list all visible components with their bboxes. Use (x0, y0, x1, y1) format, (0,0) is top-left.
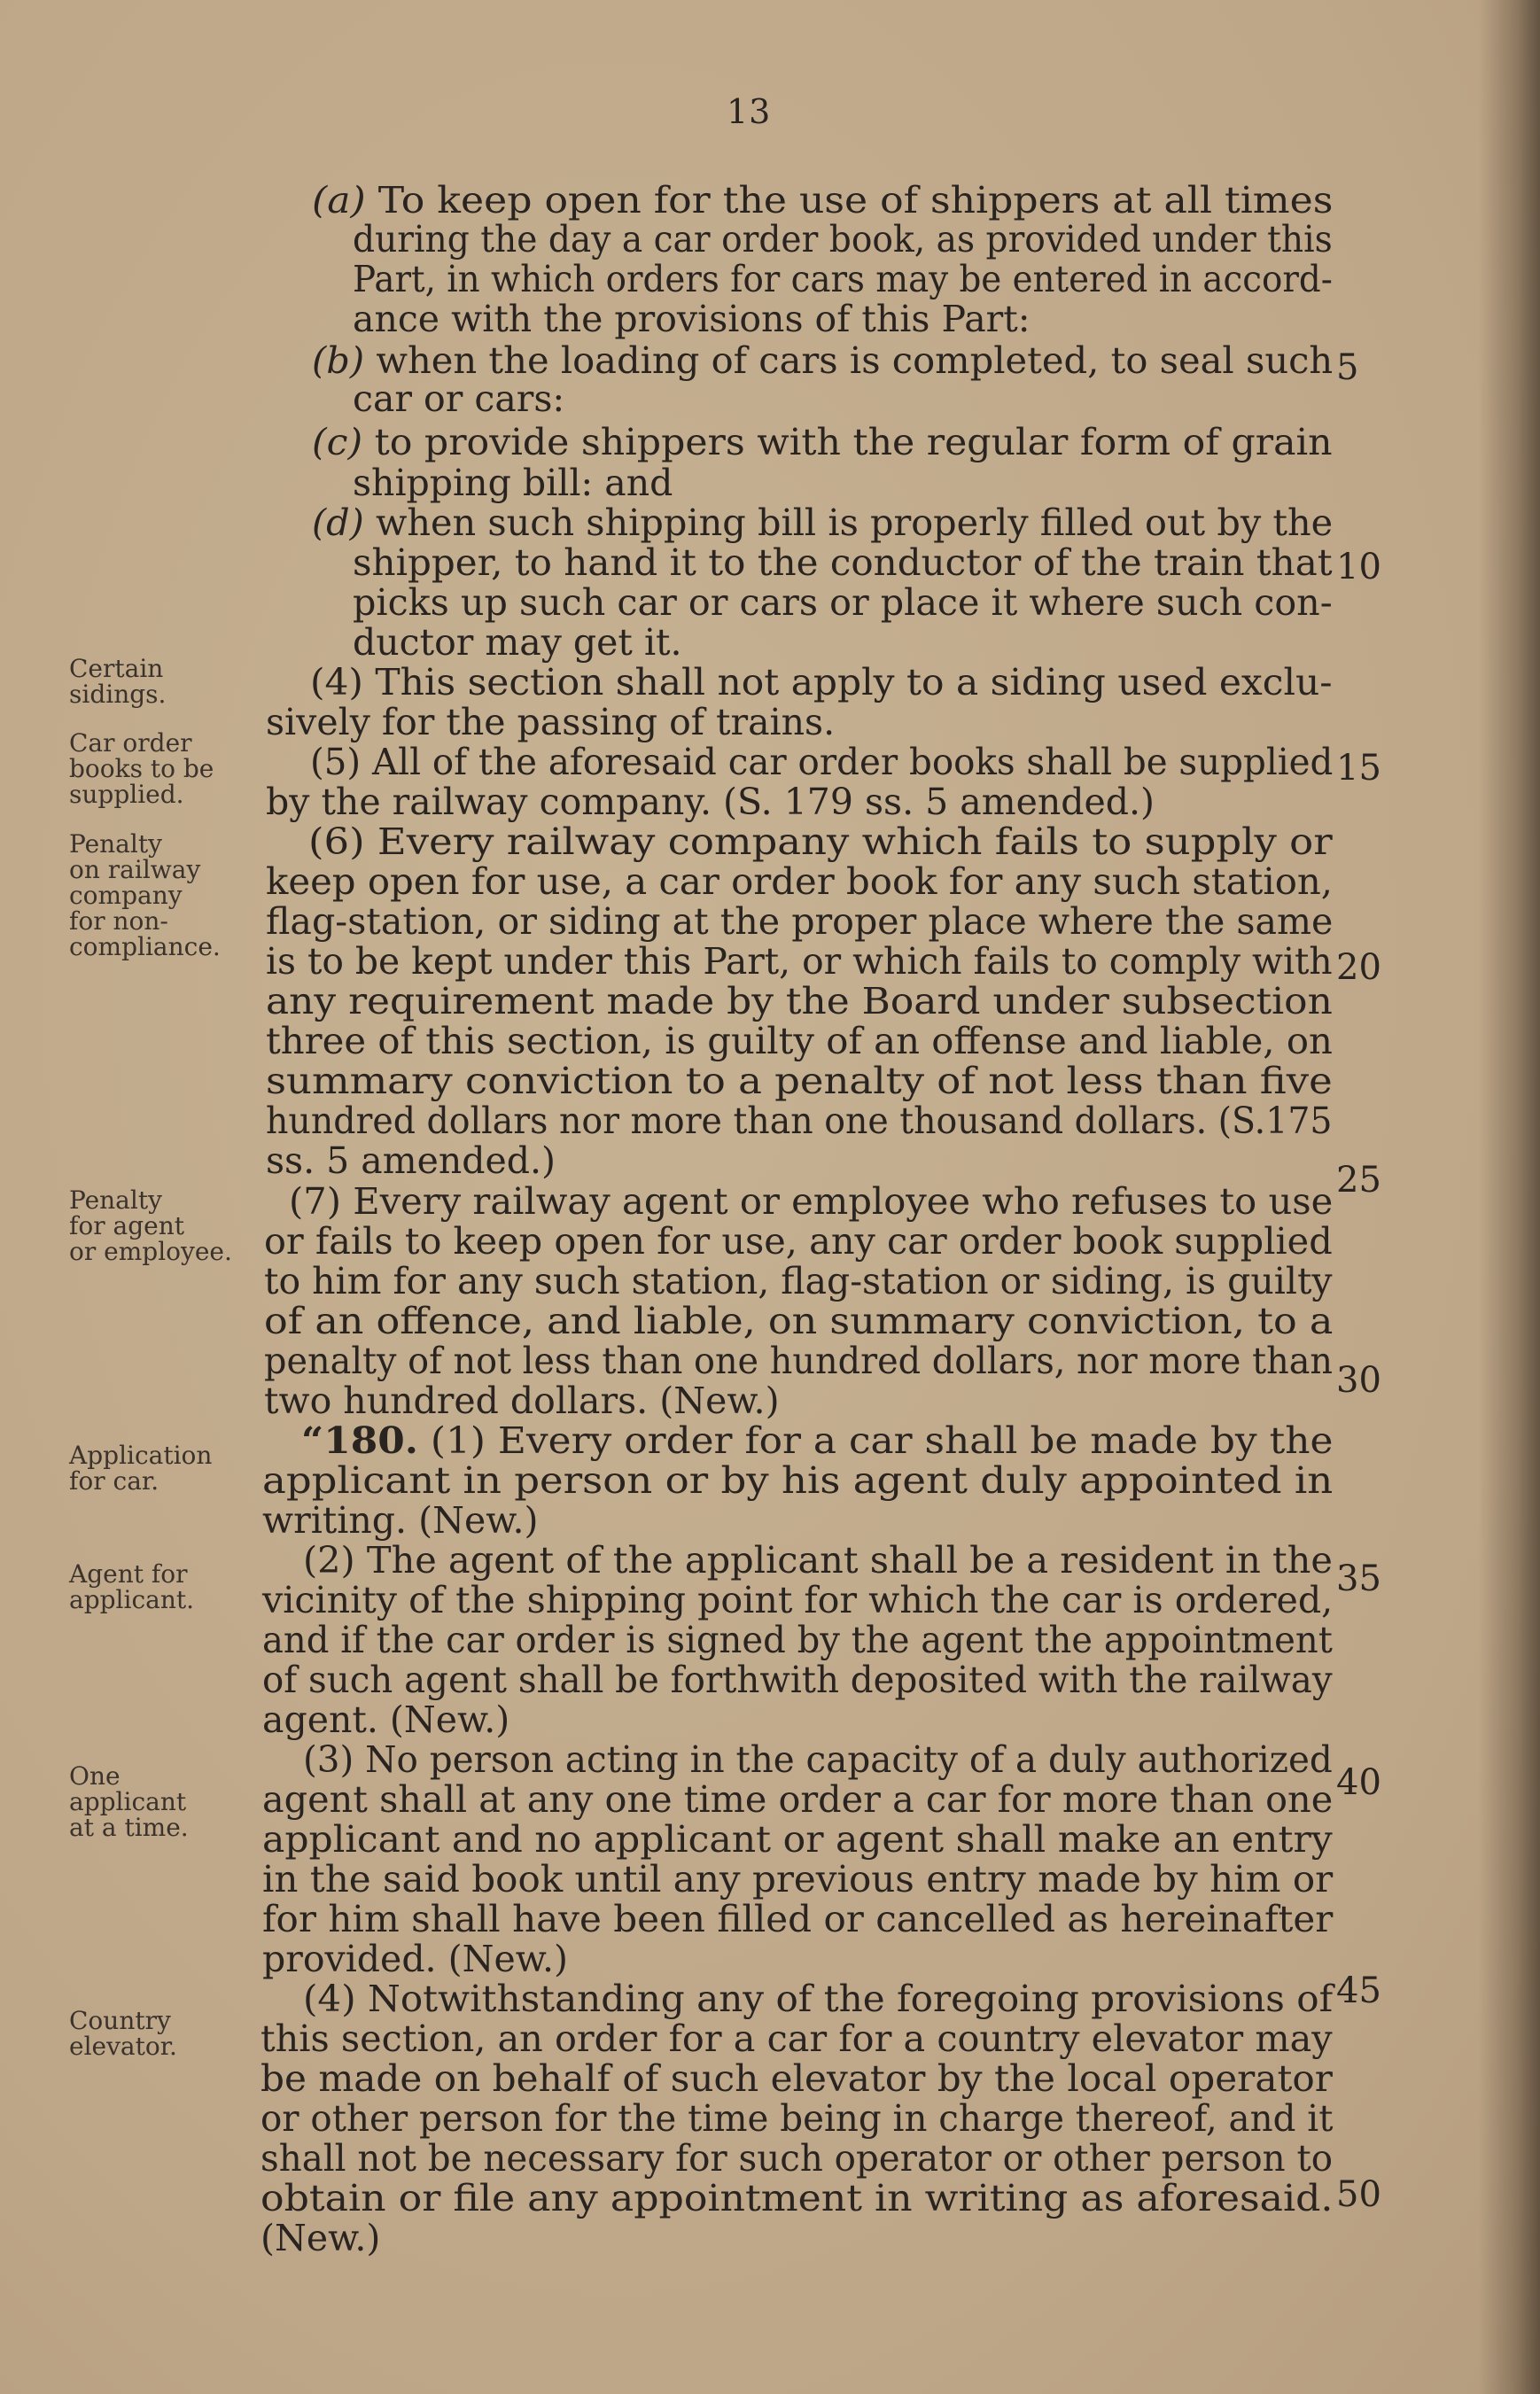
text-line (266, 1061, 1333, 1101)
text-line (264, 1262, 1333, 1302)
text-line-content: this section, an order for a car for a country elevator may (261, 2017, 1333, 2060)
margin-note-line: Agent for (69, 1559, 188, 1589)
text-line-content: (6) Every railway company which fails to supply or (308, 820, 1333, 863)
text-line-content: (4) This section shall not apply to a siding used exclu- (310, 661, 1333, 703)
text-line-content: agent. (New.) (262, 1698, 510, 1741)
text-line-content: shall not be necessary for such operator or other person to (261, 2137, 1334, 2180)
text-line (353, 463, 673, 503)
text-line (353, 220, 1333, 260)
text-line-content: (4) Notwithstanding any of the foregoing provisions of (303, 1978, 1334, 2020)
text-line-content: (7) Every railway agent or employee who refuses to use (289, 1180, 1334, 1223)
text-line (264, 1302, 1333, 1341)
margin-note (69, 831, 221, 960)
text-line (353, 623, 682, 663)
text-line-content: in the said book until any previous entry made by him or (262, 1858, 1334, 1900)
text-line-content: penalty of not less than one hundred dollars, nor more than (264, 1340, 1334, 1382)
line-number: 30 (1336, 1360, 1381, 1401)
text-line (266, 942, 1333, 982)
margin-note-line: for car. (69, 1466, 159, 1496)
text-line-content: (1) Every order for a car shall be made by the (430, 1419, 1334, 1462)
line-number: 45 (1336, 1970, 1381, 2011)
margin-note-line: Certain (69, 654, 164, 683)
line-number: 10 (1336, 547, 1381, 587)
margin-note (69, 1187, 232, 1264)
text-line-content: be made on behalf of such elevator by the local operator (261, 2057, 1333, 2100)
text-line-content: flag-station, or siding at the proper place where the same (266, 900, 1334, 943)
text-line-content: (2) The agent of the applicant shall be a resident in the (303, 1539, 1333, 1582)
margin-note-line: Penalty (69, 829, 162, 859)
line-number: 25 (1336, 1160, 1381, 1201)
margin-note-line: Car order (69, 728, 192, 758)
text-line-content: car or cars: (353, 377, 565, 420)
text-line (261, 2139, 1333, 2179)
section-number: “180. (301, 1419, 418, 1462)
text-line-content: ance with the provisions of this Part: (353, 298, 1031, 340)
margin-note (69, 730, 214, 807)
text-line (266, 703, 835, 742)
line-number: 50 (1336, 2174, 1381, 2215)
text-line (261, 2179, 1333, 2219)
clause-letter: (d) (312, 501, 364, 544)
text-line-content: Part, in which orders for cars may be entered in accord- (353, 258, 1333, 300)
text-line (261, 2059, 1333, 2099)
text-line-content: of such agent shall be forthwith deposited with the railway (262, 1659, 1333, 1701)
margin-note-line: One (69, 1761, 121, 1791)
text-line-content: sively for the passing of trains. (266, 701, 836, 743)
margin-note-line: company (69, 881, 183, 910)
margin-note-line: Penalty (69, 1185, 162, 1215)
text-line (261, 2019, 1333, 2059)
text-line-content: keep open for use, a car order book for any such station, (266, 860, 1334, 903)
text-line (264, 1381, 780, 1421)
text-line (266, 982, 1333, 1022)
text-line (261, 2099, 1333, 2139)
text-line-content: vicinity of the shipping point for which the car is ordered, (262, 1579, 1334, 1621)
text-line (310, 742, 1333, 782)
margin-note (69, 1763, 189, 1840)
text-line: (d) when such shipping bill is properly filled out by the (312, 501, 1334, 544)
text-line (264, 1222, 1333, 1262)
text-line: (c) to provide shippers with the regular form of grain (312, 421, 1333, 463)
margin-note (69, 2008, 177, 2059)
text-line (266, 902, 1333, 942)
text-line-content: two hundred dollars. (New.) (264, 1380, 780, 1422)
margin-note-line: for non- (69, 906, 168, 936)
text-line (289, 1182, 1333, 1222)
text-line-content: and if the car order is signed by the agent the appointment (262, 1619, 1333, 1661)
text-line (262, 1900, 1333, 1939)
text-line-content: picks up such car or cars or place it where such con- (353, 581, 1333, 624)
margin-note-line: applicant. (69, 1585, 195, 1614)
text-line-content: (5) All of the aforesaid car order books shall be supplied (310, 741, 1334, 783)
margin-note-line: on railway (69, 855, 201, 884)
text-line-content: shipper, to hand it to the conductor of the train that (353, 541, 1333, 584)
line-number: 40 (1336, 1762, 1381, 1803)
text-line (303, 1979, 1333, 2019)
text-line-content: (New.) (261, 2217, 381, 2259)
text-line (353, 260, 1333, 299)
text-line-content: ss. 5 amended.) (266, 1139, 556, 1182)
text-line-content: ductor may get it. (353, 621, 682, 664)
text-line (262, 1820, 1333, 1860)
text-line-content: of an offence, and liable, on summary conviction, to a (264, 1300, 1334, 1342)
line-number: 20 (1336, 947, 1381, 988)
text-line (266, 1101, 1333, 1141)
clause-letter: (c) (312, 421, 363, 463)
text-line (262, 1939, 568, 1979)
margin-note-line: applicant (69, 1787, 187, 1816)
text-line (310, 663, 1333, 703)
text-line-content: obtain or file any appointment in writing as aforesaid. (261, 2177, 1334, 2219)
text-line (262, 1780, 1333, 1820)
text-line-content: or other person for the time being in charge thereof, and it (261, 2097, 1334, 2140)
text-line-content: or fails to keep open for use, any car order book supplied (264, 1220, 1333, 1263)
text-line (266, 862, 1333, 902)
text-line (266, 1022, 1333, 1061)
margin-note-line: sidings. (69, 680, 167, 709)
text-line (353, 299, 1031, 339)
margin-note-line: elevator. (69, 2032, 177, 2061)
text-line (353, 543, 1333, 583)
text-line-content: shipping bill: and (353, 462, 673, 504)
text-line (262, 1660, 1333, 1700)
text-line: (b) when the loading of cars is completed, to seal such (312, 339, 1334, 382)
text-line (261, 2219, 380, 2258)
text-line (353, 583, 1333, 623)
text-line (262, 1501, 539, 1541)
margin-note (69, 656, 166, 707)
text-line: (a) To keep open for the use of shippers at all times (312, 179, 1334, 222)
text-line-content: three of this section, is guilty of an offense and liable, on (266, 1020, 1333, 1062)
margin-note-line: books to be (69, 754, 214, 783)
margin-note (69, 1561, 194, 1613)
margin-note-line: for agent (69, 1211, 184, 1240)
text-line (303, 1740, 1333, 1780)
margin-note-line: at a time. (69, 1813, 189, 1842)
text-line (262, 1700, 509, 1740)
text-line-content: hundred dollars nor more than one thousand dollars. (S.175 (266, 1100, 1333, 1142)
text-line (266, 782, 1155, 822)
text-line (301, 1421, 1333, 1461)
text-line (262, 1581, 1333, 1621)
text-line (262, 1461, 1333, 1501)
text-line (264, 1341, 1333, 1381)
text-line-content: during the day a car order book, as provided under this (353, 218, 1333, 260)
margin-note-line: Application (69, 1441, 213, 1470)
text-line-content: applicant and no applicant or agent shall make an entry (262, 1818, 1333, 1861)
margin-note-line: Country (69, 2006, 171, 2035)
line-number: 15 (1336, 748, 1381, 789)
clause-letter: (b) (312, 339, 365, 382)
text-line (303, 1541, 1333, 1581)
page-number: 13 (727, 92, 772, 131)
text-line (353, 379, 564, 419)
margin-note-line: compliance. (69, 932, 221, 961)
text-line (262, 1860, 1333, 1900)
text-line-content: writing. (New.) (262, 1499, 539, 1542)
margin-note-line: or employee. (69, 1237, 232, 1266)
text-line-content: any requirement made by the Board under subsection (266, 980, 1333, 1022)
margin-note (69, 1442, 212, 1494)
text-line (262, 1621, 1333, 1660)
text-line-content: (3) No person acting in the capacity of a duly authorized (303, 1738, 1333, 1781)
text-line-content: summary conviction to a penalty of not less than five (266, 1060, 1333, 1102)
text-line-content: to him for any such station, flag-station or siding, is guilty (264, 1260, 1333, 1302)
text-line-content: provided. (New.) (262, 1938, 569, 1980)
line-number: 5 (1336, 347, 1359, 388)
text-line-content: for him shall have been filled or cancelled as hereinafter (262, 1898, 1334, 1940)
text-line-content: is to be kept under this Part, or which fails to comply with (266, 940, 1333, 983)
text-line (266, 1141, 556, 1181)
text-line-content: agent shall at any one time order a car for more than one (262, 1778, 1334, 1821)
text-line-content: by the railway company. (S. 179 ss. 5 amended.) (266, 781, 1155, 823)
text-line-content: applicant in person or by his agent duly appointed in (262, 1459, 1334, 1502)
margin-note-line: supplied. (69, 780, 184, 809)
text-line (308, 822, 1333, 862)
line-number: 35 (1336, 1558, 1381, 1599)
clause-letter: (a) (312, 179, 366, 222)
